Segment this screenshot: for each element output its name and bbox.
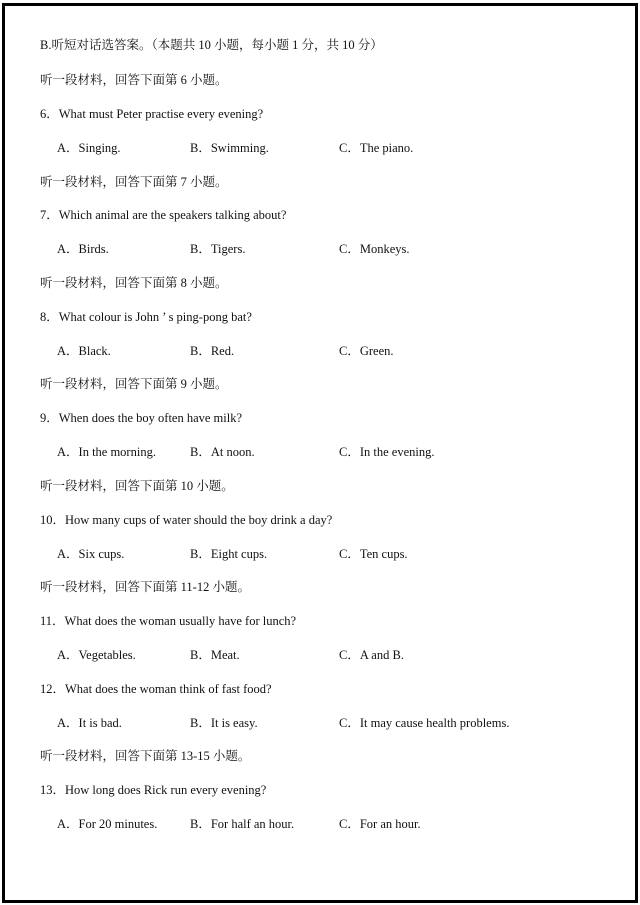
question-9: 9．When does the boy often have milk? xyxy=(40,411,243,425)
option-b: B．It is easy. xyxy=(190,716,258,730)
intro-q11-12: 听一段材料，回答下面第 11-12 小题。 xyxy=(40,580,250,594)
option-c: C．Monkeys. xyxy=(339,242,410,256)
question-11: 11．What does the woman usually have for lunch? xyxy=(40,614,297,628)
intro-q6: 听一段材料，回答下面第 6 小题。 xyxy=(40,73,228,87)
option-a: A．Six cups. xyxy=(57,547,125,561)
question-12: 12．What does the woman think of fast food? xyxy=(40,682,272,696)
option-c: C．A and B. xyxy=(339,648,404,662)
options-q11 xyxy=(57,647,617,663)
intro-q9: 听一段材料，回答下面第 9 小题。 xyxy=(40,377,228,391)
option-b: B．Meat. xyxy=(190,648,240,662)
option-b: B．For half an hour. xyxy=(190,817,295,831)
option-a: A．Black. xyxy=(57,344,111,358)
section-header: B.听短对话选答案。（本题共 10 小题，每小题 1 分，共 10 分） xyxy=(40,38,383,52)
option-a: A．It is bad. xyxy=(57,716,122,730)
options-q8 xyxy=(57,343,617,359)
option-c: C．Green. xyxy=(339,344,394,358)
question-6: 6．What must Peter practise every evening? xyxy=(40,107,264,121)
option-c: C．The piano. xyxy=(339,141,414,155)
options-q12 xyxy=(57,715,617,731)
question-10: 10．How many cups of water should the boy drink a day? xyxy=(40,513,333,527)
intro-q10: 听一段材料，回答下面第 10 小题。 xyxy=(40,479,234,493)
option-b: B．At noon. xyxy=(190,445,255,459)
option-a: A．For 20 minutes. xyxy=(57,817,158,831)
intro-q13-15: 听一段材料，回答下面第 13-15 小题。 xyxy=(40,749,251,763)
options-q6 xyxy=(57,140,617,156)
option-b: B．Red. xyxy=(190,344,235,358)
question-8: 8．What colour is John ’ s ping-pong bat? xyxy=(40,310,252,324)
option-c: C．For an hour. xyxy=(339,817,421,831)
option-c: C．It may cause health problems. xyxy=(339,716,510,730)
option-b: B．Tigers. xyxy=(190,242,246,256)
question-13: 13．How long does Rick run every evening? xyxy=(40,783,267,797)
option-a: A．Singing. xyxy=(57,141,121,155)
question-7: 7．Which animal are the speakers talking about? xyxy=(40,208,287,222)
options-q7 xyxy=(57,241,617,257)
option-a: A．In the morning. xyxy=(57,445,156,459)
option-b: B．Eight cups. xyxy=(190,547,268,561)
option-c: C．Ten cups. xyxy=(339,547,408,561)
intro-q7: 听一段材料，回答下面第 7 小题。 xyxy=(40,175,228,189)
options-q10 xyxy=(57,546,617,562)
option-a: A．Birds. xyxy=(57,242,109,256)
option-a: A．Vegetables. xyxy=(57,648,136,662)
options-q13 xyxy=(57,816,617,832)
option-b: B．Swimming. xyxy=(190,141,269,155)
options-q9 xyxy=(57,444,617,460)
option-c: C．In the evening. xyxy=(339,445,435,459)
intro-q8: 听一段材料，回答下面第 8 小题。 xyxy=(40,276,228,290)
